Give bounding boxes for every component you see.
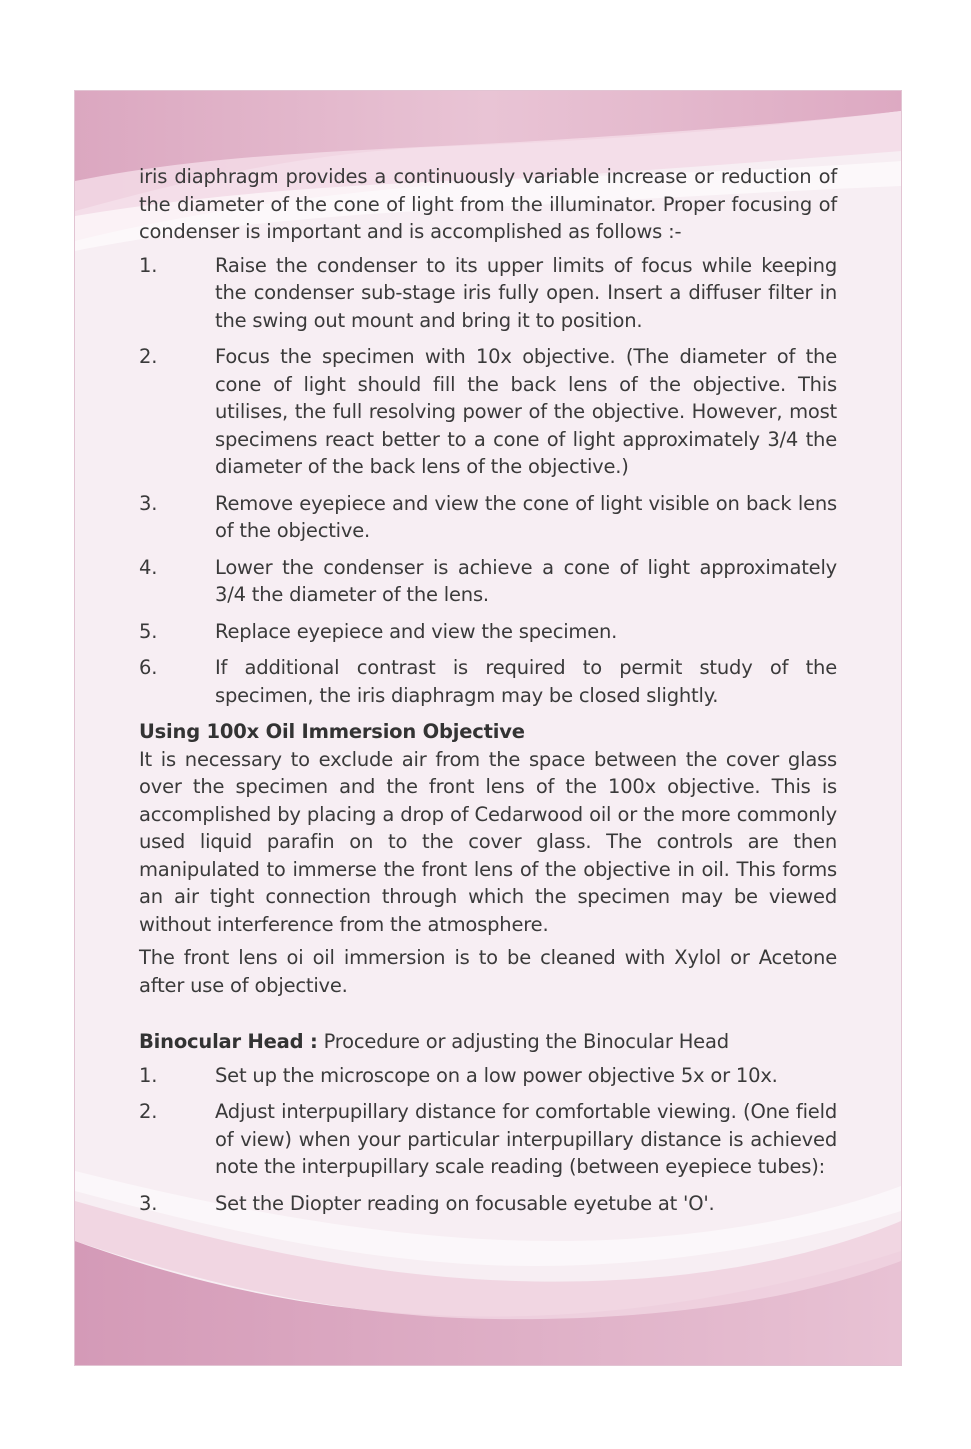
list-text: Replace eyepiece and view the specimen. <box>215 619 618 643</box>
list-item <box>139 252 837 335</box>
list-number: 1. <box>139 1063 158 1087</box>
oil-cleaning-paragraph: The front lens oi oil immersion is to be cleaned with Xylol or Acetone after use of objective. <box>139 946 837 997</box>
list-number: 3. <box>139 1191 158 1215</box>
document-content <box>139 163 837 1226</box>
list-text: Focus the specimen with 10x objective. (The diameter of the cone of light should fill the back lens of the objective. This utilises, the full resolving power of the objective. However, most specimens react better to a cone of light approximately 3/4 the diameter of the back lens of the objective.) <box>215 345 837 478</box>
list-item <box>139 618 837 646</box>
binocular-subheading: Procedure or adjusting the Binocular Head <box>317 1030 729 1053</box>
list-number: 2. <box>139 345 158 368</box>
list-item <box>139 1190 837 1218</box>
list-text: Set the Diopter reading on focusable eyetube at 'O'. <box>215 1191 715 1215</box>
intro-paragraph: iris diaphragm provides a continuously variable increase or reduction of the diameter of the cone of light from the illuminator. Proper focusing of condenser is important and is accomplished as follows :- <box>139 165 837 243</box>
list-item <box>139 554 837 609</box>
list-item <box>139 654 837 709</box>
oil-immersion-heading: Using 100x Oil Immersion Objective <box>139 720 525 743</box>
list-text: Remove eyepiece and view the cone of light visible on back lens of the objective. <box>215 491 837 542</box>
list-item <box>139 1062 837 1090</box>
binocular-steps-list <box>139 1062 837 1218</box>
list-number: 3. <box>139 491 158 515</box>
list-item <box>139 490 837 545</box>
binocular-heading: Binocular Head : <box>139 1030 318 1053</box>
list-number: 4. <box>139 555 158 579</box>
list-item <box>139 343 837 481</box>
list-text: Lower the condenser is achieve a cone of light approximately 3/4 the diameter of the lens. <box>215 555 837 606</box>
list-text: If additional contrast is required to permit study of the specimen, the iris diaphragm may be closed slightly. <box>215 656 837 707</box>
list-number: 1. <box>139 253 158 277</box>
list-text: Set up the microscope on a low power objective 5x or 10x. <box>215 1063 778 1087</box>
list-number: 2. <box>139 1100 158 1123</box>
condenser-steps-list <box>139 252 837 710</box>
oil-immersion-paragraph: It is necessary to exclude air from the space between the cover glass over the specimen and the front lens of the 100x objective. This is accomplished by placing a drop of Cedarwood oil or the more commonly used liquid parafin on to the cover glass. The controls are then manipulated to immerse the front lens of the objective in oil. This forms an air tight connection through which the specimen may be viewed without interference from the atmosphere. <box>139 747 837 936</box>
list-number: 5. <box>139 619 158 643</box>
list-item <box>139 1098 837 1181</box>
list-text: Adjust interpupillary distance for comfortable viewing. (One field of view) when your particular interpupillary distance is achieved note the interpupillary scale reading (between eyepiece tubes): <box>215 1100 837 1178</box>
list-text: Raise the condenser to its upper limits of focus while keeping the condenser sub-stage iris fully open. Insert a diffuser filter in the swing out mount and bring it to position. <box>215 253 837 332</box>
document-page <box>74 90 902 1366</box>
binocular-head-lead <box>139 1028 837 1056</box>
list-number: 6. <box>139 656 158 679</box>
